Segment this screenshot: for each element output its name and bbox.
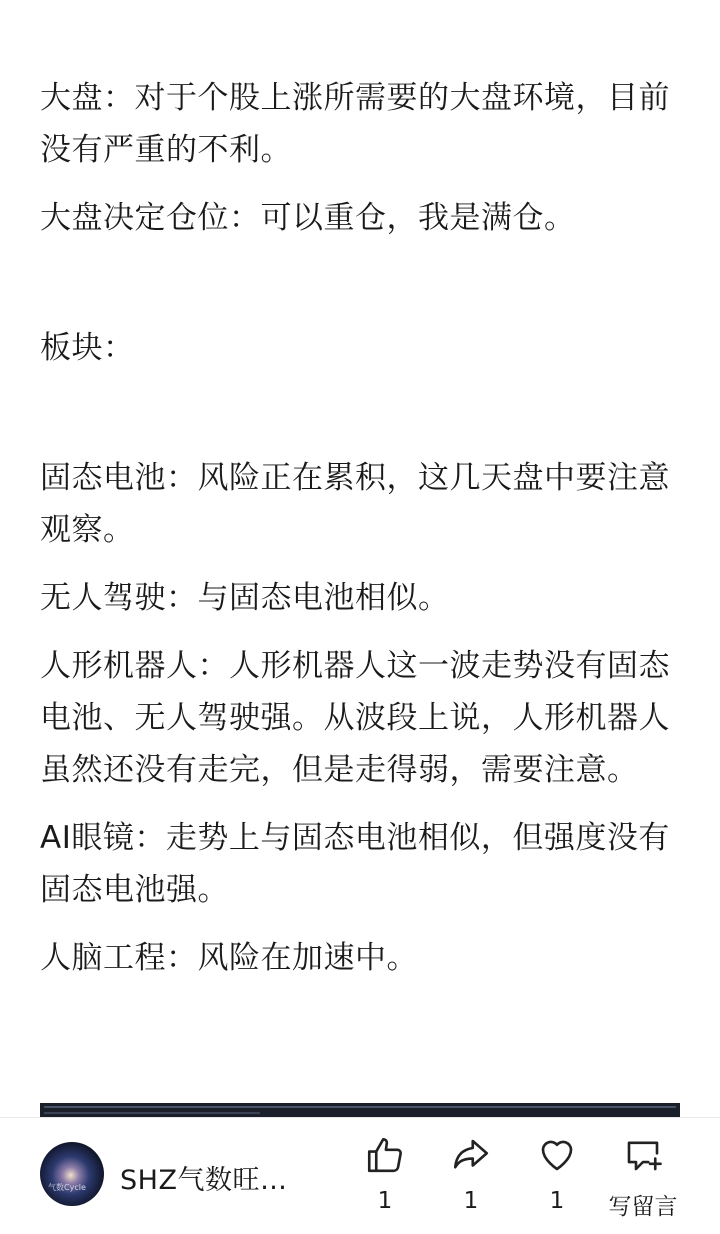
strip-toolbar-line xyxy=(44,1112,260,1114)
article-body xyxy=(40,72,685,1000)
strip-toolbar-line xyxy=(44,1106,676,1108)
paragraph-sectors-heading: 板块： xyxy=(40,330,135,366)
bottom-action-bar xyxy=(0,1117,720,1234)
like-count: 1 xyxy=(377,1188,393,1214)
paragraph-ai-glasses: AI眼镜：走势上与固态电池相似，但强度没有固态电池强。 xyxy=(40,820,670,908)
share-count: 1 xyxy=(463,1188,479,1214)
embedded-screenshot-strip[interactable] xyxy=(40,1103,680,1117)
favorite-count: 1 xyxy=(549,1188,565,1214)
heart-icon xyxy=(536,1134,578,1176)
comment-plus-icon xyxy=(622,1134,664,1176)
author-avatar[interactable] xyxy=(40,1142,104,1206)
author-name[interactable]: SHZ气数旺… xyxy=(120,1165,288,1196)
paragraph-gap xyxy=(40,390,685,452)
paragraph-brain-engineering: 人脑工程：风险在加速中。 xyxy=(40,940,418,976)
avatar-logo-text: 气数Cycle xyxy=(48,1183,86,1192)
paragraph-gap xyxy=(40,260,685,322)
thumbs-up-icon xyxy=(364,1134,406,1176)
like-button[interactable] xyxy=(340,1134,430,1214)
paragraph-autonomous-driving: 无人驾驶：与固态电池相似。 xyxy=(40,580,450,616)
share-icon xyxy=(450,1134,492,1176)
paragraph-solid-state-battery: 固态电池：风险正在累积，这几天盘中要注意观察。 xyxy=(40,460,670,548)
comment-label: 写留言 xyxy=(608,1194,678,1220)
paragraph-market: 大盘：对于个股上涨所需要的大盘环境，目前没有严重的不利。 xyxy=(40,80,670,168)
share-button[interactable] xyxy=(426,1134,516,1214)
comment-button[interactable] xyxy=(598,1134,688,1221)
paragraph-humanoid-robot: 人形机器人：人形机器人这一波走势没有固态电池、无人驾驶强。从波段上说，人形机器人虽然还没有走完，但是走得弱，需要注意。 xyxy=(40,648,670,788)
favorite-button[interactable] xyxy=(512,1134,602,1214)
paragraph-position: 大盘决定仓位：可以重仓，我是满仓。 xyxy=(40,200,576,236)
